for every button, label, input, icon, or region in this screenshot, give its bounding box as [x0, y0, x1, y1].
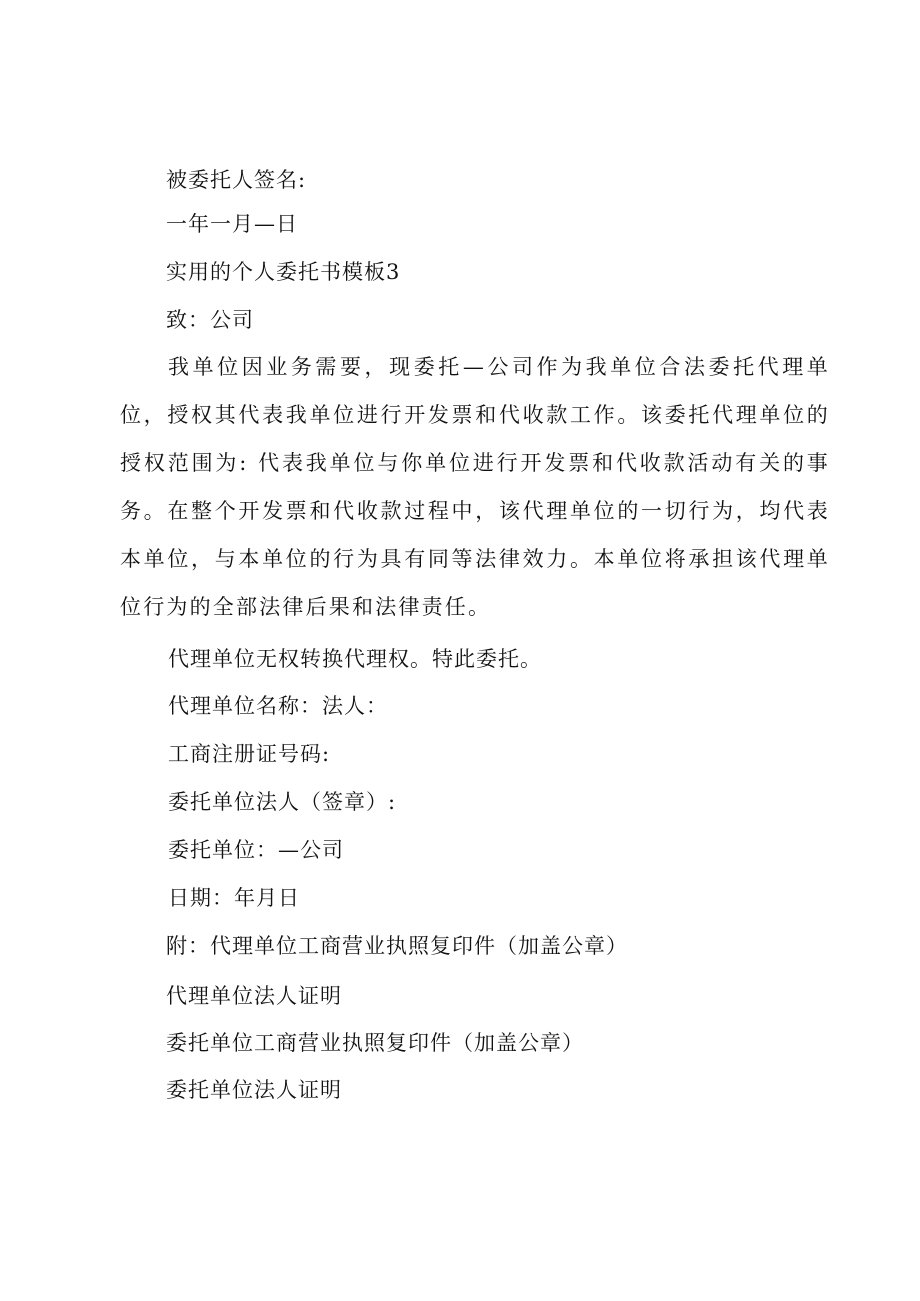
attachment-item: 委托单位工商营业执照复印件（加盖公章） — [166, 1031, 584, 1055]
no-transfer-line: 代理单位无权转换代理权。特此委托。 — [168, 647, 542, 671]
date-line-2: 日期：年月日 — [168, 886, 300, 910]
agent-name-legal-line: 代理单位名称：法人： — [168, 694, 388, 718]
body-paragraph: 我单位因业务需要，现委托—公司作为我单位合法委托代理单位，授权其代表我单位进行开发票和代收款工作。该委托代理单位的授权范围为: 代表我单位与你单位进行开发票和代收款活动有关的事务。在整个开发票和代收款过程中，该代理单位的一切行为，均代表本单位，与本单位的行为具有同等法律效力。本单位将承担该代理单位行为的全部法律后果和法律责任。 — [120, 355, 830, 619]
date-line: 一年一月—日 — [166, 212, 298, 236]
signee-signature-line: 被委托人签名: — [166, 168, 307, 192]
principal-unit-line: 委托单位：—公司 — [168, 838, 344, 862]
attachment-item: 代理单位法人证明 — [166, 984, 342, 1008]
registration-number-line: 工商注册证号码: — [168, 742, 331, 766]
attachment-item: 委托单位法人证明 — [166, 1078, 342, 1102]
addressee-line: 致：公司 — [166, 308, 254, 332]
attachment-item: 附：代理单位工商营业执照复印件（加盖公章） — [166, 934, 628, 958]
principal-legal-seal-line: 委托单位法人（签章）: — [168, 790, 397, 814]
template-title: 实用的个人委托书模板3 — [166, 260, 401, 284]
